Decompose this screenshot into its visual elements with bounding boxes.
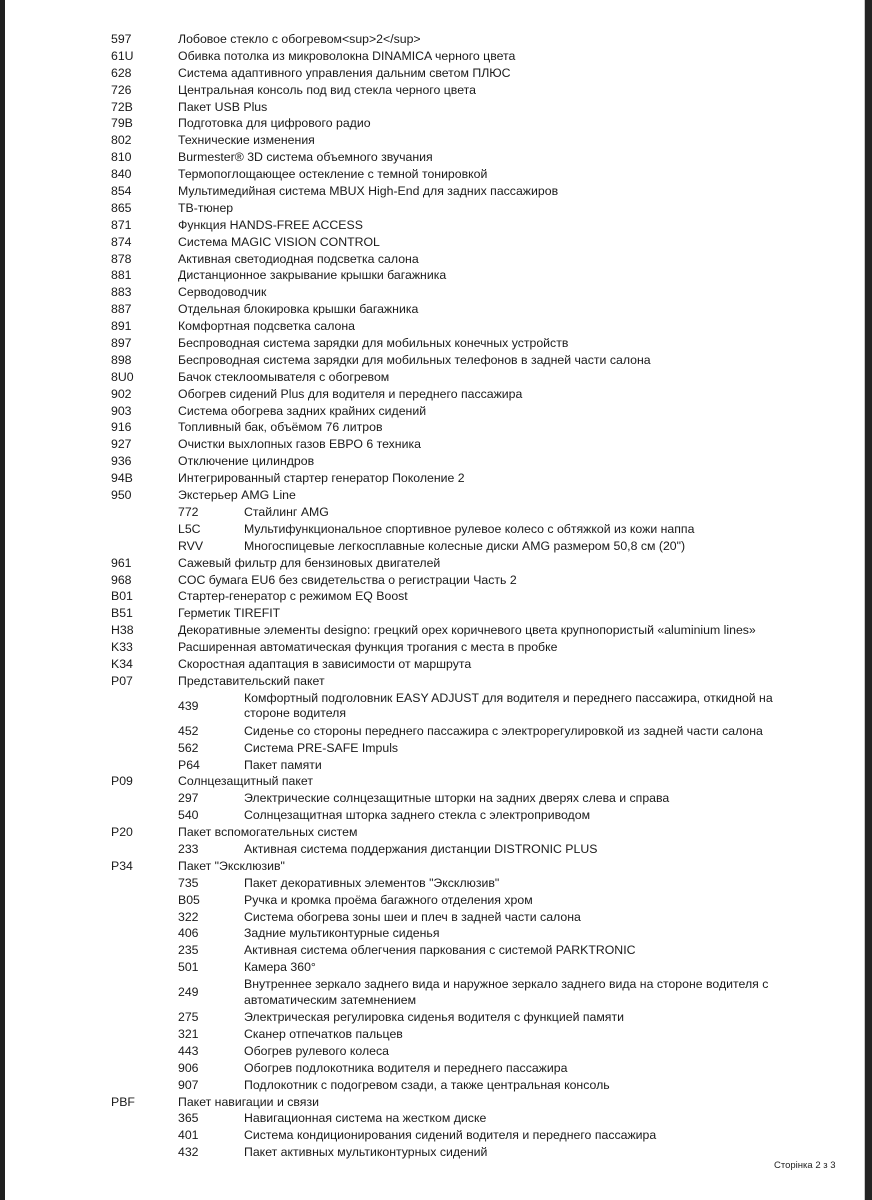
option-code: 802 [111,133,132,148]
option-description: Система кондиционирования сидений водителя и переднего пассажира [244,1128,657,1143]
option-code: PBF [111,1094,135,1109]
option-row [0,31,865,48]
option-code: RVV [178,538,204,553]
option-code: P20 [111,825,133,840]
sub-option-row [0,504,865,521]
option-description: Дистанционное закрывание крышки багажника [178,268,447,283]
option-code: 79B [111,116,133,131]
sub-option-row [0,723,865,740]
option-row [0,858,865,875]
sub-option-row [0,521,865,538]
option-row [0,132,865,149]
option-code: K33 [111,640,133,655]
sub-option-row [0,1127,865,1144]
option-code: H38 [111,623,134,638]
option-code: P64 [178,757,200,772]
option-code: 72B [111,99,133,114]
option-row [0,470,865,487]
option-code: 891 [111,319,132,334]
sub-option-row [0,1110,865,1127]
option-code: 903 [111,403,132,418]
option-description: Камера 360° [244,960,316,975]
option-code: 916 [111,420,132,435]
option-code: 726 [111,82,132,97]
option-description: Подлокотник с подогревом сзади, а также центральная консоль [244,1077,610,1092]
option-description: Расширенная автоматическая функция трогания с места в пробке [178,640,558,655]
option-row [0,588,865,605]
option-code: 249 [178,985,199,1000]
option-row [0,251,865,268]
option-code: 322 [178,909,199,924]
option-code: 501 [178,960,199,975]
option-code: 968 [111,572,132,587]
option-row [0,436,865,453]
option-description: Задние мультиконтурные сиденья [244,926,440,941]
option-description: Центральная консоль под вид стекла черного цвета [178,82,476,97]
option-description: Термопоглощающее остекление с темной тонировкой [178,167,488,182]
option-description: Активная система облегчения паркования с системой PARKTRONIC [244,943,636,958]
option-description: Скоростная адаптация в зависимости от маршрута [178,656,472,671]
option-description: Пакет активных мультиконтурных сидений [244,1145,488,1160]
option-row [0,200,865,217]
option-code: 94B [111,471,133,486]
option-description: Герметик TIREFIT [178,606,281,621]
sub-option-row [0,807,865,824]
option-code: 772 [178,504,199,519]
option-description: Беспроводная система зарядки для мобильных конечных устройств [178,336,569,351]
option-description: Лобовое стекло с обогревом<sup>2</sup> [178,32,421,46]
option-code: L5C [178,521,201,536]
option-code: 452 [178,723,199,738]
option-row [0,284,865,301]
option-code: 365 [178,1111,199,1126]
option-code: 8U0 [111,369,134,384]
option-description: Обогрев рулевого колеса [244,1043,389,1058]
page-number: Сторінка 2 з 3 [774,1160,836,1171]
sub-option-row [0,1043,865,1060]
option-description: Электрические солнцезащитные шторки на задних дверях слева и справа [244,791,670,806]
option-description: Система PRE-SAFE Impuls [244,740,399,755]
sub-option-row [0,942,865,959]
option-description: Пакет вспомогательных систем [178,825,358,840]
option-code: 432 [178,1145,199,1160]
option-code: 936 [111,454,132,469]
options-list [0,31,865,1161]
option-code: 439 [178,698,199,713]
sub-option-row [0,1060,865,1077]
option-row [0,639,865,656]
option-description: Комфортная подсветка салона [178,319,356,334]
sub-option-row [0,841,865,858]
option-description: Система обогрева зоны шеи и плеч в задней части салона [244,909,581,924]
option-row [0,166,865,183]
option-code: 235 [178,943,199,958]
option-row [0,673,865,690]
option-description: Бачок стеклоомывателя с обогревом [178,369,390,384]
option-description: Отключение цилиндров [178,454,315,469]
sub-option-row [0,1009,865,1026]
option-description: Система адаптивного управления дальним светом ПЛЮС [178,65,511,80]
option-row [0,572,865,589]
option-description: Обогрев сидений Plus для водителя и переднего пассажира [178,386,523,401]
option-code: 406 [178,926,199,941]
option-description: Серводоводчик [178,285,267,300]
option-row [0,555,865,572]
option-description: Система обогрева задних крайних сидений [178,403,427,418]
option-description: Сажевый фильтр для бензиновых двигателей [178,555,441,570]
option-code: 810 [111,150,132,165]
option-code: 275 [178,1010,199,1025]
option-code: 881 [111,268,132,283]
option-code: 735 [178,875,199,890]
option-description: Мультифункциональное спортивное рулевое колесо с обтяжкой из кожи наппа [244,521,695,536]
option-row [0,487,865,504]
option-description: COC бумага EU6 без свидетельства о регистрации Часть 2 [178,572,517,587]
option-row [0,453,865,470]
option-code: 907 [178,1077,199,1092]
sub-option-row [0,1144,865,1161]
option-code: K34 [111,656,133,671]
option-code: 628 [111,65,132,80]
option-row [0,386,865,403]
option-description: Обивка потолка из микроволокна DINAMICA черного цвета [178,48,516,63]
option-code: B51 [111,606,133,621]
option-row [0,82,865,99]
option-row [0,48,865,65]
sub-option-row [0,790,865,807]
option-row [0,824,865,841]
option-description: Пакет "Эксклюзив" [178,858,285,873]
option-description: Пакет USB Plus [178,99,268,114]
option-description: Экстерьер AMG Line [178,488,296,503]
sub-option-row [0,875,865,892]
option-code: 562 [178,740,199,755]
option-description: Система MAGIC VISION CONTROL [178,234,380,249]
option-code: 902 [111,386,132,401]
option-code: 597 [111,32,132,46]
option-code: B05 [178,892,200,907]
option-description: Пакет навигации и связи [178,1094,319,1109]
option-code: 878 [111,251,132,266]
sub-option-row [0,909,865,926]
option-code: 321 [178,1026,199,1041]
sub-option-row [0,538,865,555]
option-description: Технические изменения [178,133,315,148]
option-code: 854 [111,184,132,199]
option-row [0,352,865,369]
sub-option-row [0,690,865,723]
option-code: B01 [111,589,133,604]
option-code: 401 [178,1128,199,1143]
option-row [0,149,865,166]
option-row [0,65,865,82]
option-description: Сканер отпечатков пальцев [244,1026,403,1041]
option-description: Стартер-генератор с режимом EQ Boost [178,589,408,604]
option-code: 906 [178,1060,199,1075]
option-description: Функция HANDS-FREE ACCESS [178,217,363,232]
option-description: Burmester® 3D система объемного звучания [178,150,433,165]
option-code: P34 [111,858,133,873]
option-code: 961 [111,555,132,570]
option-description: Электрическая регулировка сиденья водителя с функцией памяти [244,1010,624,1025]
option-row [0,369,865,386]
option-code: P09 [111,774,133,789]
option-row [0,217,865,234]
option-description: Представительский пакет [178,673,325,688]
option-description: Интегрированный стартер генератор Поколение 2 [178,471,465,486]
option-description: Стайлинг AMG [244,504,329,519]
option-code: 840 [111,167,132,182]
option-description: Топливный бак, объёмом 76 литров [178,420,383,435]
sub-option-row [0,892,865,909]
option-row [0,115,865,132]
option-code: 540 [178,808,199,823]
option-code: 443 [178,1043,199,1058]
sub-option-row [0,1077,865,1094]
option-row [0,267,865,284]
sub-option-row [0,757,865,774]
right-scan-border [864,0,872,1200]
sub-option-row [0,1026,865,1043]
option-description: Солнцезащитная шторка заднего стекла с электроприводом [244,808,591,823]
sub-option-row [0,925,865,942]
option-description: Беспроводная система зарядки для мобильных телефонов в задней части салона [178,352,651,367]
option-code: 887 [111,302,132,317]
option-description: Внутреннее зеркало заднего вида и наружное зеркало заднего вида на стороне водителя с автоматическим затемнением [244,977,769,1007]
option-code: 897 [111,336,132,351]
option-code: P07 [111,673,133,688]
option-row [0,419,865,436]
option-code: 297 [178,791,199,806]
option-description: Многоспицевые легкосплавные колесные диски AMG размером 50,8 см (20") [244,538,686,553]
option-code: 898 [111,352,132,367]
option-code: 871 [111,217,132,232]
option-description: Подготовка для цифрового радио [178,116,371,131]
option-row [0,605,865,622]
option-code: 865 [111,200,132,215]
option-code: 950 [111,488,132,503]
option-description: Мультимедийная система MBUX High-End для задних пассажиров [178,184,559,199]
option-code: 874 [111,234,132,249]
option-description: Комфортный подголовник EASY ADJUST для водителя и переднего пассажира, откидной на стороне водителя [244,690,773,721]
sub-option-row [0,959,865,976]
sub-option-row [0,740,865,757]
option-row [0,234,865,251]
option-row [0,335,865,352]
option-row [0,183,865,200]
option-description: Обогрев подлокотника водителя и переднего пассажира [244,1060,568,1075]
option-description: Очистки выхлопных газов ЕВРО 6 техника [178,437,421,452]
option-code: 233 [178,841,199,856]
option-description: Сиденье со стороны переднего пассажира с электрорегулировкой из задней части салона [244,723,763,738]
option-description: Пакет декоративных элементов "Эксклюзив" [244,875,500,890]
option-description: Солнцезащитный пакет [178,774,313,789]
option-code: 61U [111,48,134,63]
option-description: Декоративные элементы designo: грецкий орех коричневого цвета крупнопористый «aluminium lines» [178,623,756,638]
option-description: Пакет памяти [244,757,322,772]
option-description: Ручка и кромка проёма багажного отделения хром [244,892,533,907]
option-row [0,403,865,420]
option-row [0,773,865,790]
option-code: 883 [111,285,132,300]
option-description: ТВ-тюнер [178,200,234,215]
option-description: Активная система поддержания дистанции DISTRONIC PLUS [244,841,598,856]
option-code: 927 [111,437,132,452]
option-description: Отдельная блокировка крышки багажника [178,302,419,317]
option-row [0,1094,865,1111]
option-description: Навигационная система на жестком диске [244,1111,487,1126]
sub-option-row [0,976,865,1009]
option-row [0,99,865,116]
option-row [0,301,865,318]
option-row [0,622,865,639]
option-description: Активная светодиодная подсветка салона [178,251,419,266]
option-row [0,656,865,673]
option-row [0,318,865,335]
